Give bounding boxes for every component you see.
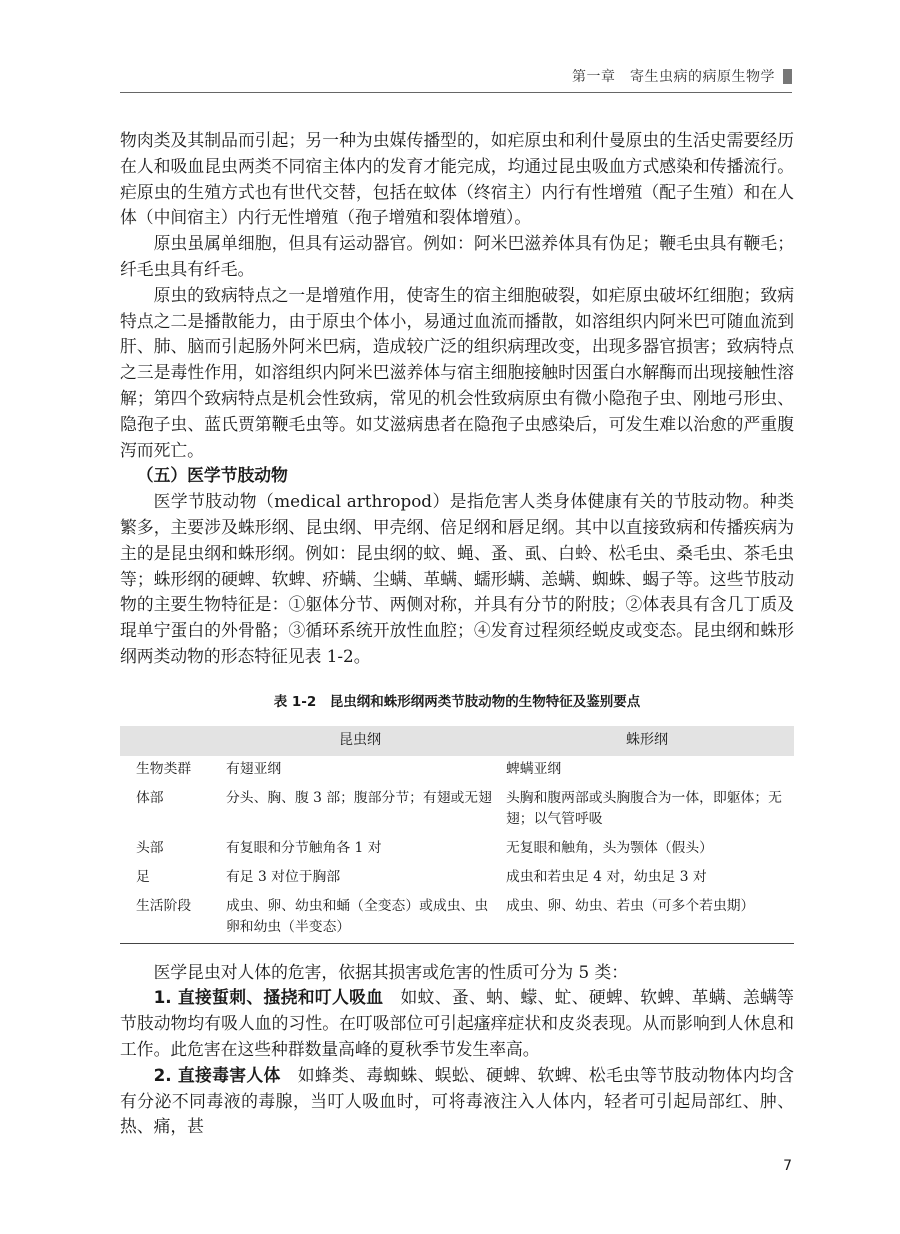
paragraph-organelles: 原虫虽属单细胞，但具有运动器官。例如：阿米巴滋养体具有伪足；鞭毛虫具有鞭毛；纤毛虫具有纤毛。	[120, 233, 794, 279]
paragraph-continuation: 物肉类及其制品而引起；另一种为虫媒传播型的，如疟原虫和利什曼原虫的生活史需要经历在人和吸血昆虫两类不同宿主体内的发育才能完成，均通过昆虫吸血方式感染和传播流行。疟原虫的生殖方式也有世代交替，包括在蚊体（终宿主）内行有性增殖（配子生殖）和在人体（中间宿主）内行无性增殖（孢子增殖和裂体增殖）。	[120, 130, 794, 228]
arachnid-cell: 蜱螨亚纲	[506, 760, 562, 777]
page-body	[120, 128, 794, 1140]
row-label: 体部	[136, 789, 164, 806]
paragraph-arthropod: 医学节肢动物（medical arthropod）是指危害人类身体健康有关的节肢动物。种类繁多，主要涉及蛛形纲、昆虫纲、甲壳纲、倍足纲和唇足纲。其中以直接致病和传播疾病为主的是昆虫纲和蛛形纲。例如：昆虫纲的蚊、蝇、蚤、虱、白蛉、松毛虫、桑毛虫、茶毛虫等；蛛形纲的硬蜱、软蜱、疥螨、尘螨、革螨、蠕形螨、恙螨、蜘蛛、蝎子等。这些节肢动物的主要生物特征是：①躯体分节、两侧对称，并具有分节的附肢；②体表具有含几丁质及琨单宁蛋白的外骨骼；③循环系统开放性血腔；④发育过程须经蜕皮或变态。昆虫纲和蛛形纲两类动物的形态特征见表 1-2。	[120, 491, 794, 666]
insect-cell: 有足 3 对位于胸部	[226, 868, 341, 885]
table-header-cell	[120, 726, 220, 756]
header-marker	[783, 69, 792, 84]
table-row	[120, 893, 794, 944]
row-label: 生活阶段	[136, 897, 192, 914]
paragraph-harm-1	[120, 985, 794, 1062]
table-header-row	[120, 726, 794, 756]
row-label: 生物类群	[136, 760, 192, 777]
table-header-cell: 昆虫纲	[220, 726, 500, 756]
table-header-cell: 蛛形纲	[500, 726, 794, 756]
section-heading: （五）医学节肢动物	[136, 465, 288, 486]
table-row	[120, 835, 794, 864]
insect-cell: 有翅亚纲	[226, 760, 282, 777]
table-row	[120, 756, 794, 785]
insect-cell: 成虫、卵、幼虫和蛹（全变态）或成虫、虫卵和幼虫（半变态）	[226, 897, 489, 935]
chapter-title: 第一章 寄生虫病的病原生物学	[572, 69, 775, 85]
table-row	[120, 785, 794, 835]
table-caption: 表 1-2 昆虫纲和蛛形纲两类节肢动物的生物特征及鉴别要点	[273, 693, 641, 710]
harm-1-label: 1. 直接蜇刺、搔挠和叮人吸血	[153, 987, 384, 1008]
paragraph-harm-2	[120, 1063, 794, 1140]
arachnid-cell: 头胸和腹两部或头胸腹合为一体，即躯体；无翅；以气管呼吸	[506, 789, 782, 827]
arachnid-cell: 无复眼和触角，头为颚体（假头）	[506, 839, 713, 856]
harm-1-text: 如蚊、蚤、蚋、蠓、虻、硬蜱、软蜱、革螨、恙螨等节肢动物均有吸人血的习性。在叮吸部位可引起瘙痒症状和皮炎表现。从而影响到人休息和工作。此危害在这些种群数量高峰的夏秋季节发生率高。	[120, 987, 794, 1059]
arachnid-cell: 成虫和若虫足 4 对，幼虫足 3 对	[506, 868, 707, 885]
paragraph-pathogenicity: 原虫的致病特点之一是增殖作用，使寄生的宿主细胞破裂，如疟原虫破坏红细胞；致病特点之二是播散能力，由于原虫个体小，易通过血流而播散，如溶组织内阿米巴可随血流到肝、肺、脑而引起肠外阿米巴病，造成较广泛的组织病理改变，出现多器官损害；致病特点之三是毒性作用，如溶组织内阿米巴滋养体与宿主细胞接触时因蛋白水解酶而出现接触性溶解；第四个致病特点是机会性致病，常见的机会性致病原虫有微小隐孢子虫、刚地弓形虫、隐孢子虫、蓝氏贾第鞭毛虫等。如艾滋病患者在隐孢子虫感染后，可发生难以治愈的严重腹泻而死亡。	[120, 284, 794, 460]
comparison-table	[120, 726, 794, 944]
insect-cell: 有复眼和分节触角各 1 对	[226, 839, 382, 856]
running-header	[120, 66, 792, 93]
table-row	[120, 864, 794, 893]
harm-2-label: 2. 直接毒害人体	[153, 1064, 281, 1085]
insect-cell: 分头、胸、腹 3 部；腹部分节；有翅或无翅	[226, 789, 492, 806]
arachnid-cell: 成虫、卵、幼虫、若虫（可多个若虫期）	[506, 897, 755, 914]
paragraph-harm-intro: 医学昆虫对人体的危害，依据其损害或危害的性质可分为 5 类：	[153, 961, 629, 982]
harm-2-text: 如蜂类、毒蜘蛛、蜈蚣、硬蜱、软蜱、松毛虫等节肢动物体内均含有分泌不同毒液的毒腺，当叮人吸血时，可将毒液注入人体内，轻者可引起局部红、肿、热、痛，甚	[120, 1064, 794, 1137]
row-label: 头部	[136, 839, 164, 856]
page-number: 7	[783, 1158, 792, 1174]
row-label: 足	[136, 868, 150, 885]
